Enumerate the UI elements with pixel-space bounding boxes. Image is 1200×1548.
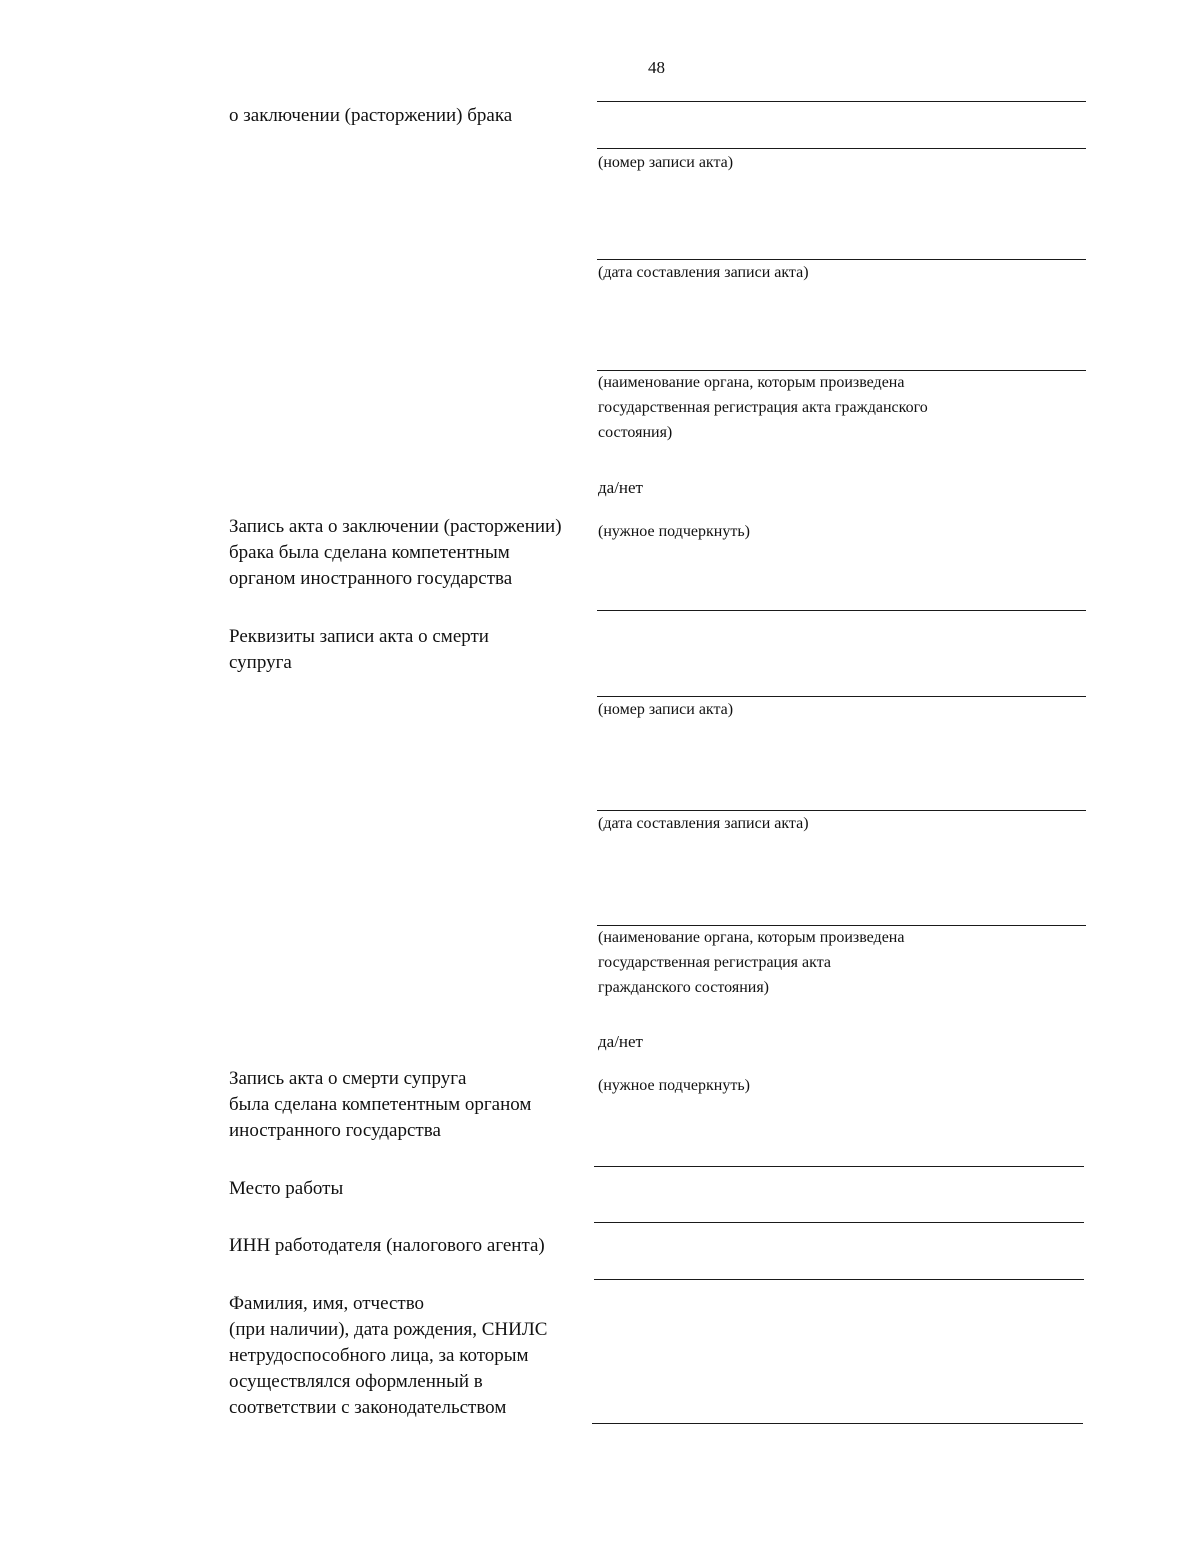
page-number: 48: [648, 58, 665, 77]
label-line: брака была сделана компетентным: [229, 542, 510, 563]
caption-line: государственная регистрация акта гражданского: [598, 399, 928, 416]
death-underline-hint: (нужное подчеркнуть): [598, 1077, 750, 1094]
label-line: органом иностранного государства: [229, 568, 513, 589]
death-record-date-caption: (дата составления записи акта): [598, 815, 809, 832]
marriage-foreign-record-label: [229, 514, 562, 592]
caption-line: гражданского состояния): [598, 979, 769, 996]
label-line: нетрудоспособного лица, за которым: [229, 1345, 529, 1366]
label-line: (при наличии), дата рождения, СНИЛС: [229, 1319, 548, 1340]
death-record-number-caption: (номер записи акта): [598, 701, 734, 718]
caption-line: состояния): [598, 424, 673, 441]
death-line-top[interactable]: [597, 610, 1086, 611]
caption-line: (наименование органа, которым произведена: [598, 374, 905, 391]
death-foreign-record-label: [229, 1066, 531, 1144]
label-line: осуществлялся оформленный в: [229, 1371, 483, 1392]
label-line: Реквизиты записи акта о смерти: [229, 626, 489, 647]
marriage-underline-hint: (нужное подчеркнуть): [598, 523, 750, 540]
marriage-yes-no-option[interactable]: да/нет: [598, 478, 643, 497]
marriage-record-number-field[interactable]: [597, 148, 1086, 149]
marriage-record-date-caption: (дата составления записи акта): [598, 264, 809, 281]
employer-inn-label: ИНН работодателя (налогового агента): [229, 1235, 545, 1256]
death-authority-caption: [598, 925, 904, 1000]
dependent-person-field[interactable]: [592, 1423, 1083, 1424]
marriage-record-label: о заключении (расторжении) брака: [229, 105, 513, 126]
marriage-authority-caption: [598, 370, 928, 445]
label-line: была сделана компетентным органом: [229, 1094, 532, 1115]
death-yes-no-option[interactable]: да/нет: [598, 1032, 643, 1051]
death-record-details-label: [229, 624, 489, 676]
label-line: Фамилия, имя, отчество: [229, 1293, 425, 1314]
label-line: соответствии с законодательством: [229, 1397, 507, 1418]
workplace-label: Место работы: [229, 1178, 344, 1199]
marriage-record-number-caption: (номер записи акта): [598, 154, 734, 171]
label-line: Запись акта о смерти супруга: [229, 1068, 467, 1089]
label-line: Запись акта о заключении (расторжении): [229, 516, 562, 537]
label-line: супруга: [229, 652, 292, 673]
caption-line: (наименование органа, которым произведена: [598, 929, 905, 946]
workplace-field[interactable]: [594, 1222, 1084, 1223]
dependent-person-label: [229, 1291, 547, 1421]
caption-line: государственная регистрация акта: [598, 954, 831, 971]
label-line: иностранного государства: [229, 1120, 441, 1141]
separator-line: [594, 1166, 1084, 1167]
marriage-line-top: [597, 101, 1086, 102]
employer-inn-field[interactable]: [594, 1279, 1084, 1280]
